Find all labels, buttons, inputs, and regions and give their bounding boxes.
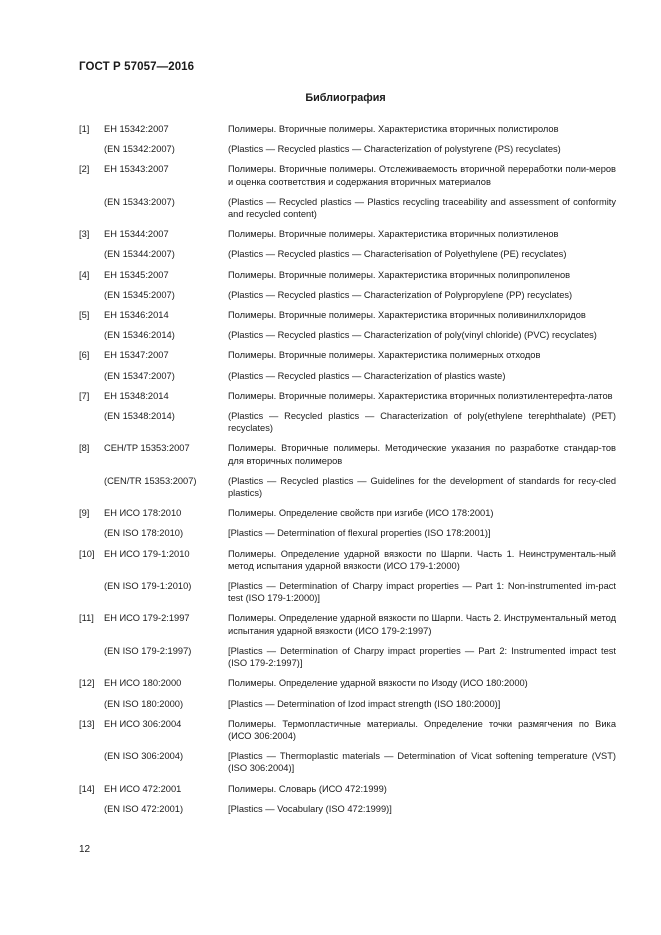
bibliography-entry [79,390,616,402]
entry-number: [6] [79,350,90,361]
entry-standard-code: (EN ISO 180:2000) [104,698,184,709]
bibliography-entry [79,309,616,321]
entry-title: (Plastics — Recycled plastics — Characterisation of Polyethylene (PE) recyclates) [228,249,567,260]
bibliography-entry [79,248,616,260]
entry-title: [Plastics — Vocabulary (ISO 472:1999)] [228,803,392,814]
entry-number [79,248,104,260]
entry-title: [Plastics — Determination of Charpy impact properties — Part 2: Instrumented impact test (ISO 179-2:1997)] [228,645,616,669]
entry-standard-code: (EN 15342:2007) [104,144,175,155]
entry-number [79,803,104,815]
entry-standard-code: ЕН 15345:2007 [104,269,169,280]
entry-title: [Plastics — Determination of flexural properties (ISO 178:2001)] [228,528,491,539]
entry-number [79,750,104,774]
bibliography-entry [79,329,616,341]
entry-title: Полимеры. Вторичные полимеры. Характеристика полимерных отходов [228,350,541,361]
entry-title: Полимеры. Определение свойств при изгибе (ИСО 178:2001) [228,508,494,519]
bibliography-entry [79,289,616,301]
bibliography-entry [79,196,616,220]
entry-number: [1] [79,124,90,134]
entry-title: Полимеры. Термопластичные материалы. Определение точки размягчения по Вика (ИСО 306:2004) [228,718,616,741]
entry-standard-code: ЕН ИСО 178:2010 [104,508,182,519]
bibliography-entry [79,228,616,240]
bibliography-entry [79,143,616,155]
entry-standard-code: CEH/TP 15353:2007 [104,443,190,454]
entry-number: [2] [79,164,90,175]
entry-title: Полимеры. Словарь (ИСО 472:1999) [228,783,387,794]
entry-title: (Plastics — Recycled plastics — Guidelines for the development of standards for recy-cled plastics) [228,475,616,499]
entry-number: [9] [79,508,90,519]
bibliography-entry [79,442,616,466]
bibliography-entry [79,677,616,689]
entry-title: (Plastics — Recycled plastics — Characterization of poly(ethylene terephthalate) (PET) recyclates) [228,411,616,434]
entry-title: Полимеры. Вторичные полимеры. Характеристика вторичных полиэтилентерефта-латов [228,390,613,401]
bibliography-entry [79,580,616,604]
entry-standard-code: (EN ISO 178:2010) [104,528,184,539]
entry-number [79,698,104,710]
bibliography-entry [79,718,616,742]
document-code-header: ГОСТ Р 57057—2016 [79,61,195,73]
bibliography-entry [79,163,616,187]
entry-standard-code: ЕН 15342:2007 [104,124,169,134]
bibliography-entry [79,349,616,361]
bibliography-entry [79,475,616,499]
entry-title: (Plastics — Recycled plastics — Characterization of plastics waste) [228,370,506,381]
bibliography-list [79,123,616,823]
entry-standard-code: (EN 15347:2007) [104,370,175,381]
entry-number: [5] [79,310,90,321]
entry-number [79,475,104,499]
bibliography-entry [79,410,616,434]
entry-number [79,527,104,539]
entry-standard-code: (EN ISO 472:2001) [104,803,184,814]
entry-standard-code: (EN 15344:2007) [104,249,175,260]
bibliography-entry [79,527,616,539]
entry-number [79,580,104,604]
entry-number [79,289,104,301]
entry-standard-code: ЕН ИСО 180:2000 [104,678,182,689]
bibliography-entry [79,698,616,710]
bibliography-entry [79,269,616,281]
entry-number [79,196,104,220]
entry-number: [8] [79,443,90,454]
bibliography-entry [79,803,616,815]
entry-standard-code: ЕН ИСО 306:2004 [104,718,182,729]
entry-title: (Plastics — Recycled plastics — Characterization of Polypropylene (PP) recyclates) [228,289,573,300]
entry-standard-code: (EN 15346:2014) [104,330,175,341]
entry-number: [7] [79,390,90,401]
entry-number: [12] [79,678,95,689]
entry-standard-code: (EN 15343:2007) [104,196,175,207]
bibliography-entry [79,612,616,636]
bibliography-entry [79,507,616,519]
entry-number: [11] [79,613,94,624]
entry-number [79,370,104,382]
entry-standard-code: ЕН 15343:2007 [104,164,169,175]
entry-number: [4] [79,269,90,280]
entry-standard-code: (CEN/TR 15353:2007) [104,475,197,486]
entry-standard-code: (EN 15345:2007) [104,289,175,300]
entry-number: [10] [79,548,95,559]
entry-title: Полимеры. Вторичные полимеры. Характеристика вторичных полистиролов [228,124,559,134]
entry-standard-code: (EN ISO 179-1:2010) [104,581,192,592]
bibliography-entry [79,783,616,795]
entry-number [79,410,104,434]
entry-title: Полимеры. Вторичные полимеры. Характеристика вторичных полиэтиленов [228,229,559,240]
entry-title: (Plastics — Recycled plastics — Characterization of polystyrene (PS) recyclates) [228,144,561,155]
page-number: 12 [79,844,91,855]
entry-title: [Plastics — Thermoplastic materials — Determination of Vicat softening temperature (VST) (ISO 306:2004)] [228,751,616,774]
bibliography-entry [79,645,616,669]
entry-standard-code: ЕН ИСО 472:2001 [104,783,182,794]
section-title: Библиография [305,92,386,104]
entry-standard-code: ЕН 15346:2014 [104,310,169,321]
entry-title: [Plastics — Determination of Charpy impact properties — Part 1: Non-instrumented im-pact test (ISO 179-1:2000)] [228,581,616,604]
entry-standard-code: (EN ISO 179-2:1997) [104,645,192,656]
entry-title: Полимеры. Вторичные полимеры. Характеристика вторичных поливинилхлоридов [228,310,586,321]
bibliography-entry [79,548,616,572]
bibliography-entry [79,370,616,382]
entry-standard-code: ЕН 15347:2007 [104,350,169,361]
entry-number [79,329,104,341]
entry-title: Полимеры. Определение ударной вязкости по Шарпи. Часть 2. Инструментальный метод испытания ударной вязкости (ИСО 179-2:1997) [228,613,616,636]
entry-standard-code: (EN 15348:2014) [104,411,175,422]
entry-number: [3] [79,229,90,240]
entry-standard-code: ЕН ИСО 179-1:2010 [104,548,190,559]
entry-title: Полимеры. Вторичные полимеры. Отслеживаемость вторичной переработки поли-меров и оценка соответствия и содержания вторичных материалов [228,164,616,187]
entry-title: Полимеры. Определение ударной вязкости по Изоду (ИСО 180:2000) [228,678,528,689]
entry-title: Полимеры. Определение ударной вязкости по Шарпи. Часть 1. Неинструменталь-ный метод испытания ударной вязкости (ИСО 179-1:2000) [228,548,616,571]
bibliography-entry [79,123,616,135]
entry-number [79,143,104,155]
entry-number: [13] [79,718,95,729]
entry-title: (Plastics — Recycled plastics — Characterization of poly(vinyl chloride) (PVC) recyclates) [228,330,597,341]
entry-number: [14] [79,783,95,794]
entry-title: [Plastics — Determination of Izod impact strength (ISO 180:2000)] [228,698,501,709]
entry-title: Полимеры. Вторичные полимеры. Характеристика вторичных полипропиленов [228,269,571,280]
entry-title: Полимеры. Вторичные полимеры. Методические указания по разработке стандар-тов для вторичных полимеров [228,443,616,466]
entry-title: (Plastics — Recycled plastics — Plastics recycling traceability and assessment of conformity and recycled content) [228,196,616,220]
entry-standard-code: (EN ISO 306:2004) [104,751,184,762]
entry-standard-code: ЕН 15344:2007 [104,229,169,240]
bibliography-entry [79,750,616,774]
entry-number [79,645,104,669]
entry-standard-code: ЕН 15348:2014 [104,390,169,401]
entry-standard-code: ЕН ИСО 179-2:1997 [104,613,190,624]
